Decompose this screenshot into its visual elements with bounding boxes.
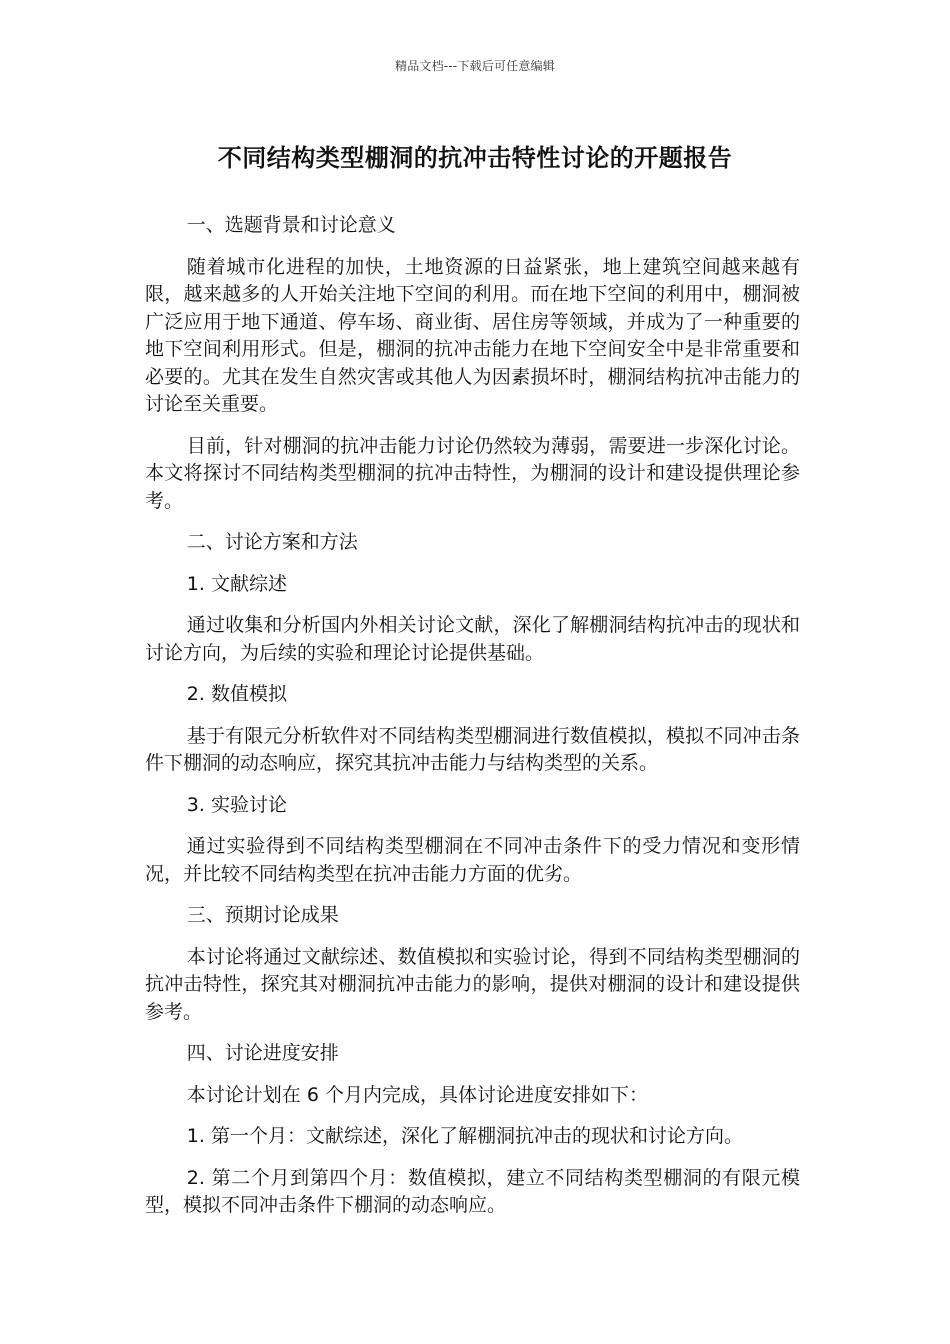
section-heading-schedule: 四、讨论进度安排	[186, 1042, 339, 1064]
document-body	[145, 212, 800, 1234]
section-heading-background: 一、选题背景和讨论意义	[186, 214, 396, 236]
subheading-numerical-simulation: 2. 数值模拟	[186, 683, 287, 705]
subheading-literature-review: 1. 文献综述	[186, 572, 287, 595]
subheading-experiment: 3. 实验讨论	[186, 793, 287, 816]
paragraph-experiment: 通过实验得到不同结构类型棚洞在不同冲击条件下的受力情况和变形情况，并比较不同结构类型在抗冲击能力方面的优劣。	[145, 835, 800, 885]
section-heading-expected-results: 三、预期讨论成果	[186, 904, 339, 926]
section-heading-methods: 二、讨论方案和方法	[186, 531, 358, 553]
document-title: 不同结构类型棚洞的抗冲击特性讨论的开题报告	[217, 144, 733, 172]
paragraph-expected-results: 本讨论将通过文献综述、数值模拟和实验讨论，得到不同结构类型棚洞的抗冲击特性，探究其对棚洞抗冲击能力的影响，提供对棚洞的设计和建设提供参考。	[145, 945, 800, 1023]
paragraph-current-status: 目前，针对棚洞的抗冲击能力讨论仍然较为薄弱，需要进一步深化讨论。本文将探讨不同结构类型棚洞的抗冲击特性，为棚洞的设计和建设提供理论参考。	[145, 434, 800, 512]
paragraph-numerical-simulation: 基于有限元分析软件对不同结构类型棚洞进行数值模拟，模拟不同冲击条件下棚洞的动态响应，探究其抗冲击能力与结构类型的关系。	[145, 724, 800, 774]
page-header-note: 精品文档---下载后可任意编辑	[395, 59, 555, 73]
schedule-item: 1. 第一个月：文献综述，深化了解棚洞抗冲击的现状和讨论方向。	[186, 1125, 743, 1147]
paragraph-literature-review: 通过收集和分析国内外相关讨论文献，深化了解棚洞结构抗冲击的现状和讨论方向，为后续的实验和理论讨论提供基础。	[145, 614, 800, 664]
paragraph-background: 随着城市化进程的加快，土地资源的日益紧张，地上建筑空间越来越有限，越来越多的人开始关注地下空间的利用。而在地下空间的利用中，棚洞被广泛应用于地下通道、停车场、商业街、居住房等领域，并成为了一种重要的地下空间利用形式。但是，棚洞的抗冲击能力在地下空间安全中是非常重要和必要的。尤其在发生自然灾害或其他人为因素损坏时，棚洞结构抗冲击能力的讨论至关重要。	[145, 255, 800, 415]
schedule-item: 2. 第二个月到第四个月：数值模拟，建立不同结构类型棚洞的有限元模型，模拟不同冲击条件下棚洞的动态响应。	[145, 1166, 800, 1216]
paragraph-schedule-intro: 本讨论计划在 6 个月内完成，具体讨论进度安排如下：	[186, 1083, 648, 1106]
